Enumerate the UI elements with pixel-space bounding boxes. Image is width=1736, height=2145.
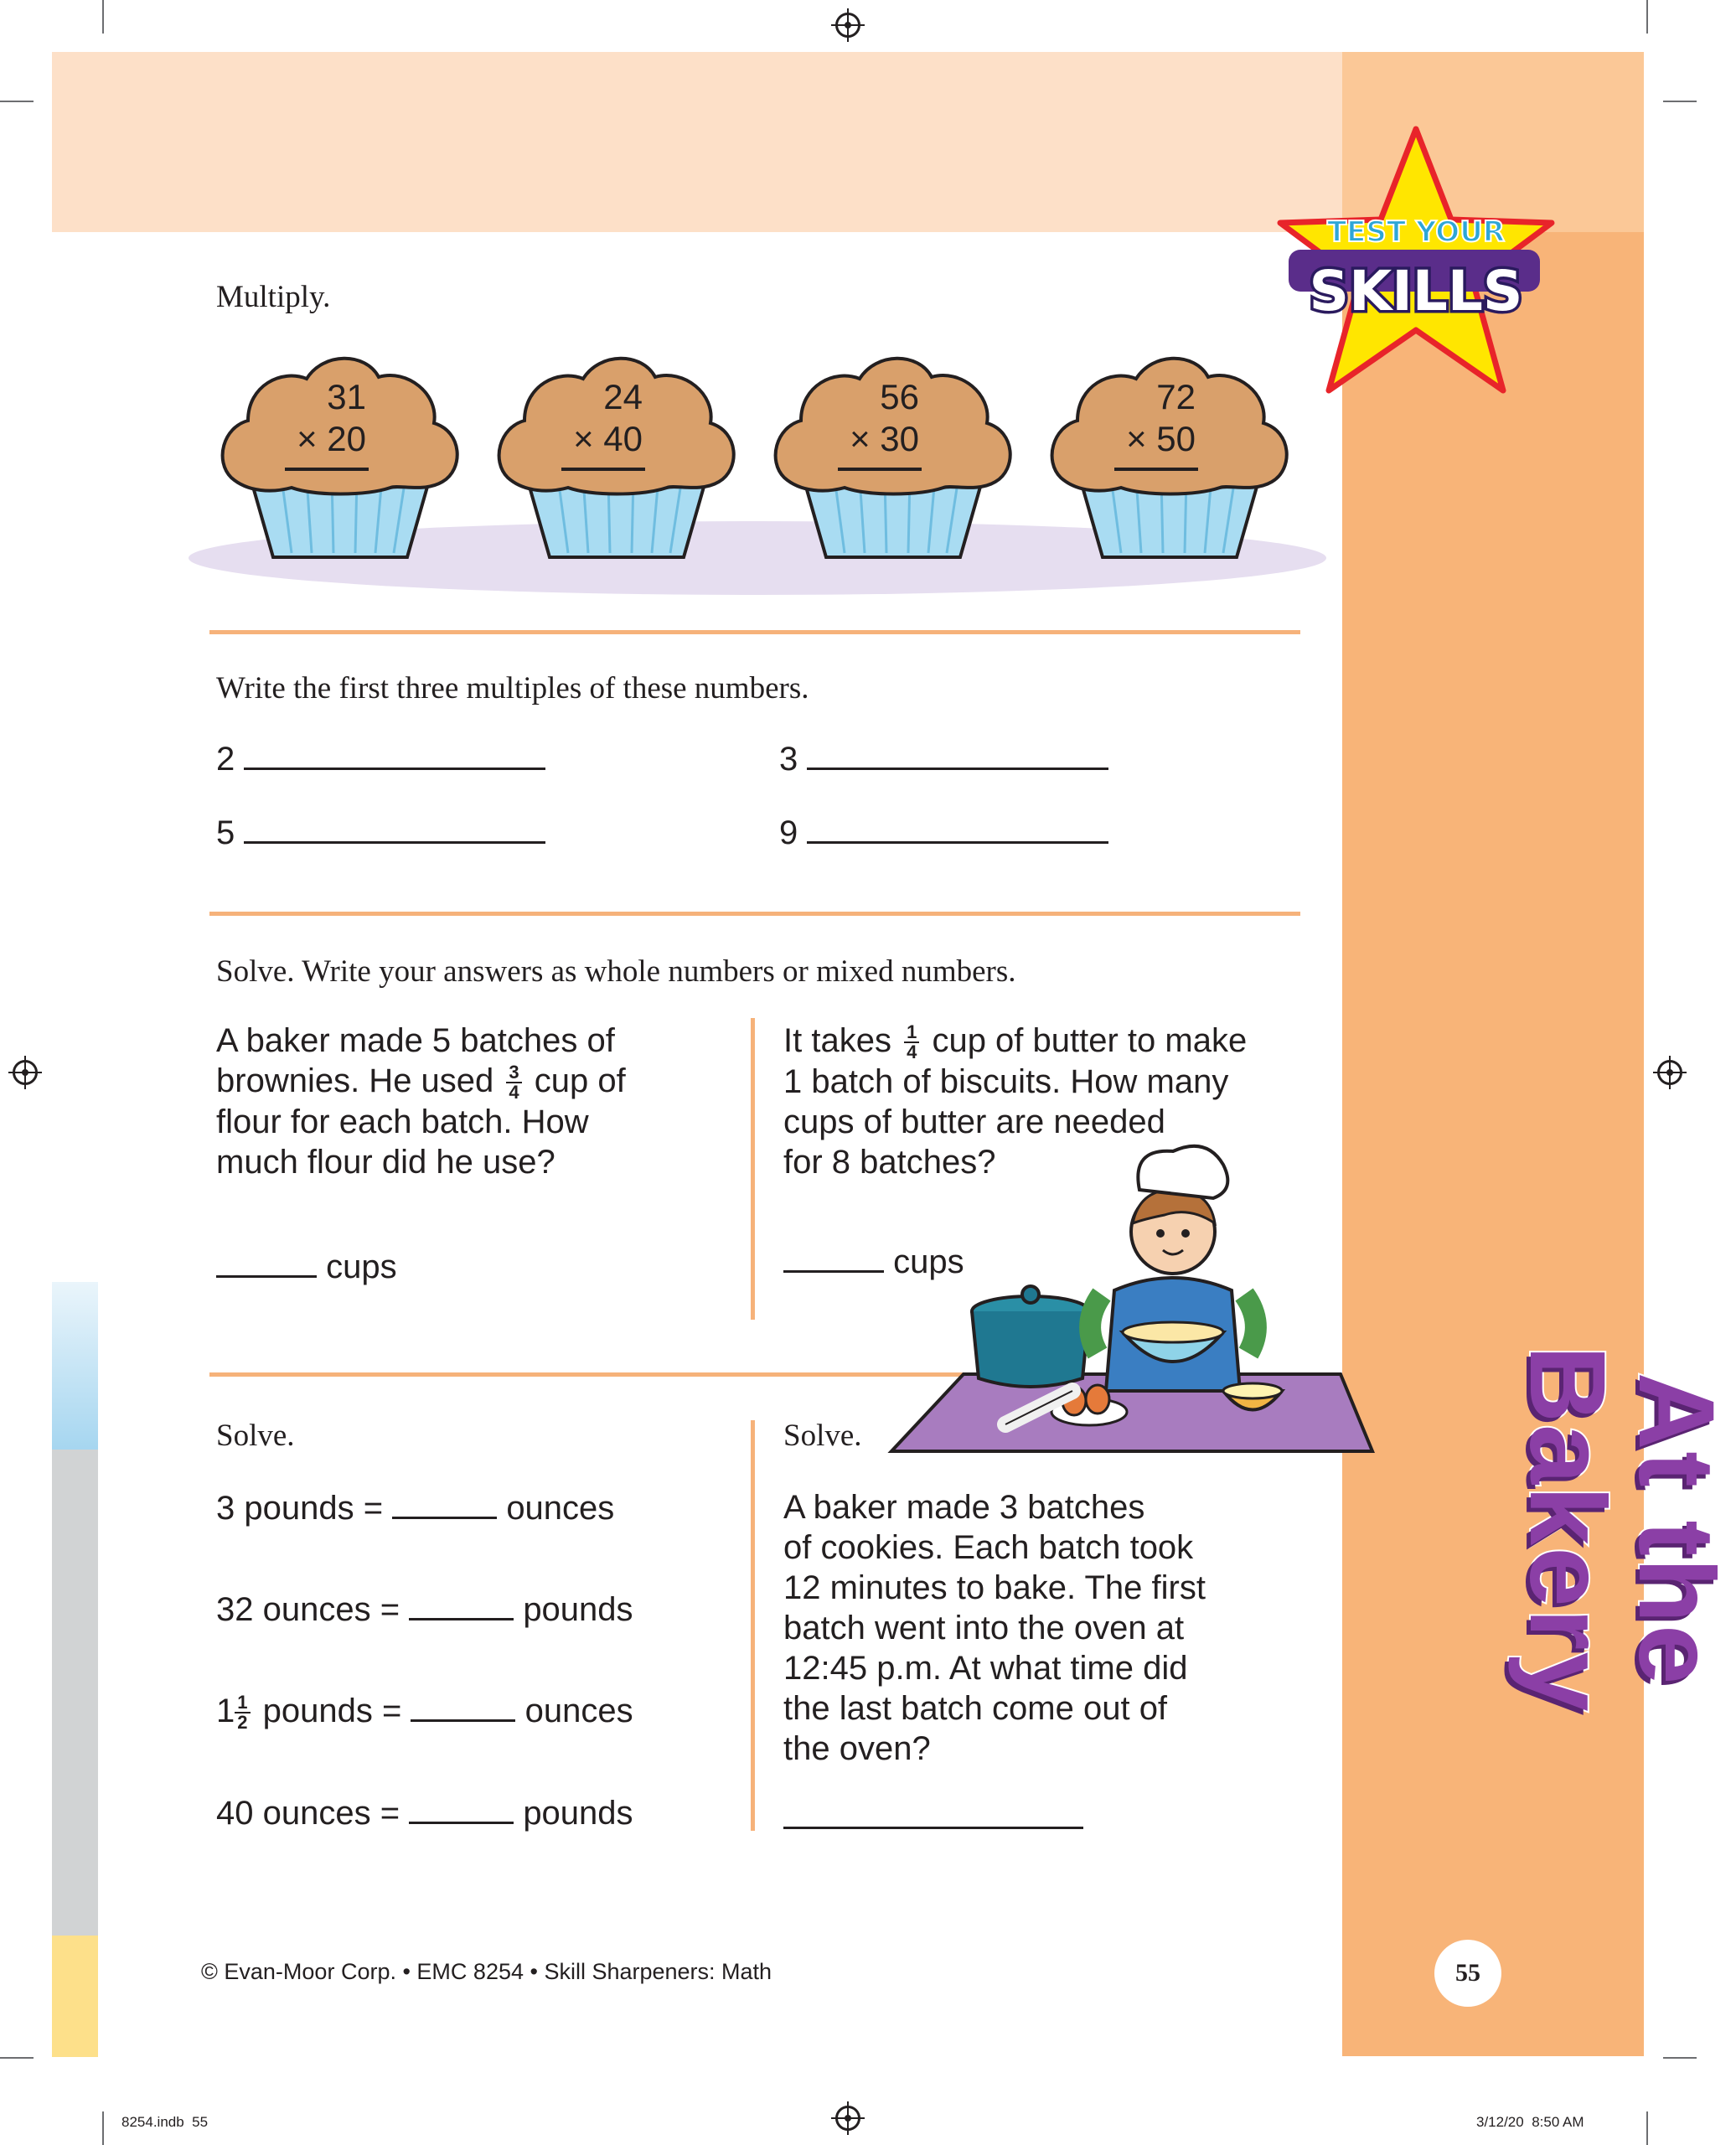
brownies-answer bbox=[216, 1247, 397, 1287]
fraction-three-fourths bbox=[506, 1063, 521, 1102]
multiples-item-2 bbox=[216, 739, 545, 779]
conversion-left: 40 ounces = bbox=[216, 1795, 400, 1832]
badge-line1: TEST YOUR bbox=[1326, 215, 1506, 249]
problem-text: It takes bbox=[783, 1022, 891, 1059]
problem-line: the oven? bbox=[783, 1730, 931, 1767]
registration-mark-icon bbox=[835, 2106, 860, 2131]
slug-filename: 8254.indb bbox=[121, 2114, 184, 2130]
problem-line: 1 batch of biscuits. How many bbox=[783, 1063, 1229, 1101]
conversion-left: pounds = bbox=[262, 1693, 402, 1729]
registration-mark-icon bbox=[13, 1060, 38, 1085]
problem-line: A baker made 3 batches bbox=[783, 1489, 1145, 1526]
multiply-problem-3-bottom: × 30 bbox=[850, 419, 919, 458]
conversion-unit: ounces bbox=[524, 1693, 633, 1729]
answer-blank[interactable] bbox=[392, 1517, 497, 1519]
crop-mark bbox=[0, 101, 34, 102]
conversion-unit: pounds bbox=[523, 1591, 633, 1628]
crop-mark bbox=[1646, 2111, 1648, 2145]
section-divider bbox=[209, 1372, 964, 1377]
page-title-vertical: At the Bakery bbox=[1507, 1345, 1736, 1713]
answer-blank[interactable] bbox=[244, 841, 545, 844]
problem-line bbox=[783, 1021, 1320, 1062]
answer-blank[interactable] bbox=[216, 1275, 317, 1278]
multiply-problem-1-rule bbox=[285, 468, 369, 471]
adjacent-page-edge-gray bbox=[52, 1450, 98, 1936]
problem-line: the last batch come out of bbox=[783, 1690, 1168, 1727]
slug-right bbox=[1476, 2114, 1584, 2131]
footer-copyright: © Evan-Moor Corp. • EMC 8254 • Skill Sharpeners: Math bbox=[201, 1959, 772, 1984]
multiply-problem-3-rule bbox=[838, 468, 922, 471]
answer-blank[interactable] bbox=[409, 1822, 514, 1824]
registration-mark-icon bbox=[835, 13, 860, 38]
multiples-item-9 bbox=[779, 813, 1108, 853]
problem-text: cup of butter to make bbox=[932, 1022, 1248, 1059]
problem-line: 12 minutes to bake. The first bbox=[783, 1569, 1206, 1606]
answer-unit: cups bbox=[893, 1243, 964, 1280]
adjacent-page-edge-yellow bbox=[52, 1936, 98, 2057]
section-divider bbox=[209, 912, 1300, 916]
conversion-item-2 bbox=[216, 1589, 633, 1630]
time-instruction: Solve. bbox=[783, 1419, 862, 1453]
problem-line: for 8 batches? bbox=[783, 1144, 996, 1181]
page-number: 55 bbox=[1434, 1940, 1501, 2007]
problem-line: much flour did he use? bbox=[216, 1144, 555, 1181]
test-your-skills-star-badge bbox=[1272, 124, 1561, 401]
fraction-numerator: 3 bbox=[506, 1063, 521, 1083]
multiples-number: 3 bbox=[779, 741, 798, 778]
answer-blank[interactable] bbox=[244, 768, 545, 770]
slug-time: 8:50 AM bbox=[1532, 2114, 1584, 2130]
problem-line: of cookies. Each batch took bbox=[783, 1529, 1194, 1566]
problem-line bbox=[216, 1061, 736, 1102]
problem-line: cups of butter are needed bbox=[783, 1104, 1165, 1141]
multiply-problem-2-rule bbox=[561, 468, 645, 471]
conversion-unit: ounces bbox=[506, 1490, 615, 1527]
crop-mark bbox=[102, 2111, 104, 2145]
baker-girl-illustration bbox=[888, 1140, 1374, 1458]
multiply-problem-1-top: 31 bbox=[327, 377, 366, 416]
problem-line: batch went into the oven at bbox=[783, 1610, 1185, 1646]
solve-fractions-instruction: Solve. Write your answers as whole numbers or mixed numbers. bbox=[216, 954, 1016, 989]
conversion-left: 32 ounces = bbox=[216, 1591, 400, 1628]
fraction-denominator: 2 bbox=[237, 1712, 248, 1734]
multiply-problem-1-bottom: × 20 bbox=[297, 419, 366, 458]
header-band bbox=[52, 52, 1342, 232]
answer-blank[interactable] bbox=[409, 1618, 514, 1620]
conversion-item-4 bbox=[216, 1793, 633, 1833]
column-divider bbox=[751, 1018, 755, 1320]
multiples-instruction: Write the first three multiples of these numbers. bbox=[216, 671, 809, 706]
multiples-number: 9 bbox=[779, 814, 798, 851]
answer-blank[interactable] bbox=[807, 841, 1108, 844]
conversion-left: 3 pounds = bbox=[216, 1490, 384, 1527]
fraction-one-half bbox=[235, 1693, 250, 1732]
adjacent-page-edge-blue bbox=[52, 1282, 98, 1450]
crop-mark bbox=[1646, 0, 1648, 34]
crop-mark bbox=[1663, 2057, 1697, 2059]
multiply-problem-2-top: 24 bbox=[603, 377, 643, 416]
column-divider bbox=[751, 1420, 755, 1831]
fraction-denominator: 4 bbox=[907, 1041, 917, 1063]
slug-left bbox=[121, 2114, 208, 2131]
crop-mark bbox=[1663, 101, 1697, 102]
problem-line: flour for each batch. How bbox=[216, 1104, 589, 1141]
multiples-number: 2 bbox=[216, 741, 235, 778]
multiply-problem-4-top: 72 bbox=[1156, 377, 1196, 416]
conversion-item-1 bbox=[216, 1488, 614, 1528]
multiply-problem-4-rule bbox=[1114, 468, 1198, 471]
conversion-unit: pounds bbox=[523, 1795, 633, 1832]
registration-mark-icon bbox=[1657, 1060, 1682, 1085]
conversion-instruction: Solve. bbox=[216, 1419, 295, 1453]
crop-mark bbox=[0, 2057, 34, 2059]
conversion-item-3 bbox=[216, 1691, 633, 1732]
answer-blank[interactable] bbox=[411, 1719, 515, 1722]
multiples-item-3 bbox=[779, 739, 1108, 779]
multiply-instruction: Multiply. bbox=[216, 280, 331, 314]
answer-blank[interactable] bbox=[807, 768, 1108, 770]
cookies-time-problem bbox=[783, 1487, 1320, 1769]
problem-text: cup of bbox=[534, 1062, 626, 1099]
multiples-number: 5 bbox=[216, 814, 235, 851]
fraction-numerator: 1 bbox=[235, 1693, 250, 1713]
fraction-numerator: 1 bbox=[904, 1023, 919, 1043]
slug-date: 3/12/20 bbox=[1476, 2114, 1524, 2130]
multiply-problem-2-bottom: × 40 bbox=[573, 419, 643, 458]
time-answer-blank[interactable] bbox=[783, 1827, 1083, 1829]
fraction-denominator: 4 bbox=[509, 1082, 519, 1104]
crop-mark bbox=[102, 0, 104, 34]
problem-line: A baker made 5 batches of bbox=[216, 1022, 615, 1059]
problem-line: 12:45 p.m. At what time did bbox=[783, 1650, 1188, 1687]
multiply-problem-4-bottom: × 50 bbox=[1126, 419, 1196, 458]
answer-unit: cups bbox=[326, 1248, 397, 1285]
slug-page: 55 bbox=[192, 2114, 209, 2130]
multiply-problem-3-top: 56 bbox=[880, 377, 919, 416]
answer-blank[interactable] bbox=[783, 1270, 884, 1273]
multiples-item-5 bbox=[216, 813, 545, 853]
mixed-number-whole: 1 bbox=[216, 1693, 235, 1729]
badge-line2: SKILLS bbox=[1309, 259, 1523, 323]
fraction-one-fourth bbox=[904, 1023, 919, 1062]
section-divider bbox=[209, 630, 1300, 634]
brownies-problem bbox=[216, 1021, 736, 1182]
problem-text: brownies. He used bbox=[216, 1062, 494, 1099]
